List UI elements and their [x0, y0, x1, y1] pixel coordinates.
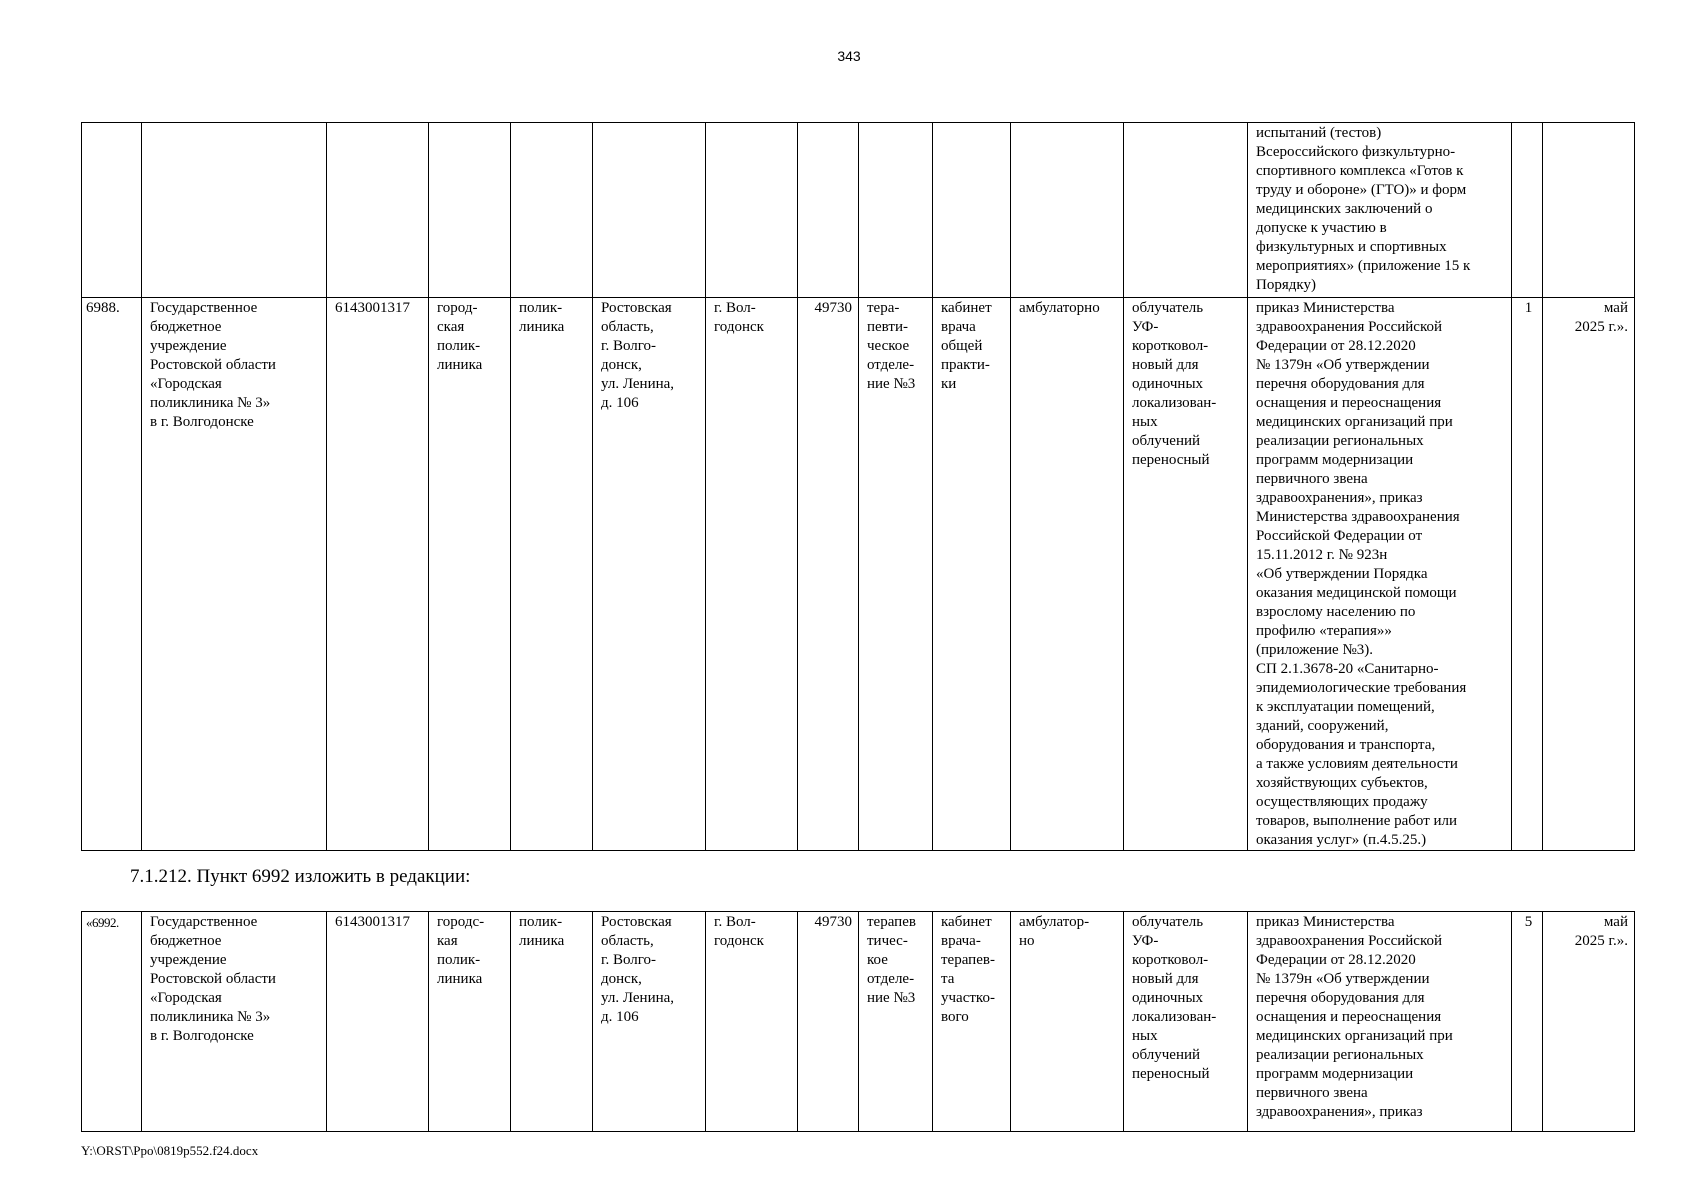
cell-type: городс- кая полик- линика — [429, 912, 511, 1132]
cell-room: кабинет врача- терапев- та участко- вого — [933, 912, 1011, 1132]
cell-department: терапев тичес- кое отделе- ние №3 — [859, 912, 933, 1132]
cell-address — [593, 123, 706, 298]
cell-department — [859, 123, 933, 298]
table-row-continuation — [82, 123, 1635, 298]
cell-code — [798, 123, 859, 298]
cell-quantity: 1 — [1512, 298, 1543, 851]
cell-city — [706, 123, 798, 298]
cell-code: 49730 — [798, 912, 859, 1132]
footer-file-path: Y:\ORST\Ppo\0819p552.f24.docx — [81, 1143, 259, 1158]
cell-quantity: 5 — [1512, 912, 1543, 1132]
cell-city: г. Вол- годонск — [706, 912, 798, 1132]
cell-code: 49730 — [798, 298, 859, 851]
cell-subtype: полик- линика — [511, 298, 593, 851]
cell-care-form: амбулатор- но — [1011, 912, 1124, 1132]
cell-city: г. Вол- годонск — [706, 298, 798, 851]
cell-address: Ростовская область, г. Волго- донск, ул. Ленина, д. 106 — [593, 298, 706, 851]
cell-department: тера- певти- ческое отделе- ние №3 — [859, 298, 933, 851]
cell-legal-basis: приказ Министерства здравоохранения Российской Федерации от 28.12.2020 № 1379н «Об утверждении перечня оборудования для оснащения и переоснащения медицинских организаций при реализации региональных программ модернизации первичного звена здравоохранения», приказ — [1248, 912, 1512, 1132]
cell-quantity — [1512, 123, 1543, 298]
cell-equipment: облучатель УФ- коротковол- новый для одиночных локализован- ных облучений переносный — [1124, 912, 1248, 1132]
cell-care-form: амбулаторно — [1011, 298, 1124, 851]
table-row-6992 — [82, 912, 1635, 1132]
cell-legal-basis: испытаний (тестов) Всероссийского физкультурно- спортивного комплекса «Готов к труду и обороне» (ГТО)» и форм медицинских заключений о допуске к участию в физкультурных и спортивных мероприятиях» (приложение 15 к Порядку) — [1248, 123, 1512, 298]
cell-number — [82, 123, 142, 298]
table-row-6988 — [82, 298, 1635, 851]
cell-care-form — [1011, 123, 1124, 298]
cell-room — [933, 123, 1011, 298]
cell-room: кабинет врача общей практи- ки — [933, 298, 1011, 851]
cell-number: «6992. — [82, 912, 142, 1132]
cell-legal-basis: приказ Министерства здравоохранения Российской Федерации от 28.12.2020 № 1379н «Об утверждении перечня оборудования для оснащения и переоснащения медицинских организаций при реализации региональных программ модернизации первичного звена здравоохранения», приказ Министерства здравоохранения Российской Федерации от 15.11.2012 г. № 923н «Об утверждении Порядка оказания медицинской помощи взрослому населению по профилю «терапия»» (приложение №3). СП 2.1.3678-20 «Санитарно- эпидемиологические требования к эксплуатации помещений, зданий, сооружений, оборудования и транспорта, а также условиям деятельности хозяйствующих субъектов, осуществляющих продажу товаров, выполнение работ или оказания услуг» (п.4.5.25.) — [1248, 298, 1512, 851]
cell-address: Ростовская область, г. Волго- донск, ул. Ленина, д. 106 — [593, 912, 706, 1132]
equipment-table-1 — [81, 122, 1635, 851]
cell-organization: Государственное бюджетное учреждение Ростовской области «Городская поликлиника № 3» в г. Волгодонске — [142, 912, 327, 1132]
cell-number: 6988. — [82, 298, 142, 851]
cell-equipment — [1124, 123, 1248, 298]
cell-deadline — [1543, 123, 1635, 298]
cell-deadline: май 2025 г.». — [1543, 912, 1635, 1132]
cell-type: город- ская полик- линика — [429, 298, 511, 851]
section-heading: 7.1.212. Пункт 6992 изложить в редакции: — [130, 866, 471, 887]
cell-inn: 6143001317 — [327, 912, 429, 1132]
cell-deadline: май 2025 г.». — [1543, 298, 1635, 851]
cell-subtype — [511, 123, 593, 298]
cell-inn: 6143001317 — [327, 298, 429, 851]
cell-inn — [327, 123, 429, 298]
page-number: 343 — [837, 48, 861, 64]
equipment-table-2 — [81, 911, 1635, 1132]
cell-organization — [142, 123, 327, 298]
cell-subtype: полик- линика — [511, 912, 593, 1132]
cell-equipment: облучатель УФ- коротковол- новый для одиночных локализован- ных облучений переносный — [1124, 298, 1248, 851]
cell-type — [429, 123, 511, 298]
cell-organization: Государственное бюджетное учреждение Ростовской области «Городская поликлиника № 3» в г. Волгодонске — [142, 298, 327, 851]
